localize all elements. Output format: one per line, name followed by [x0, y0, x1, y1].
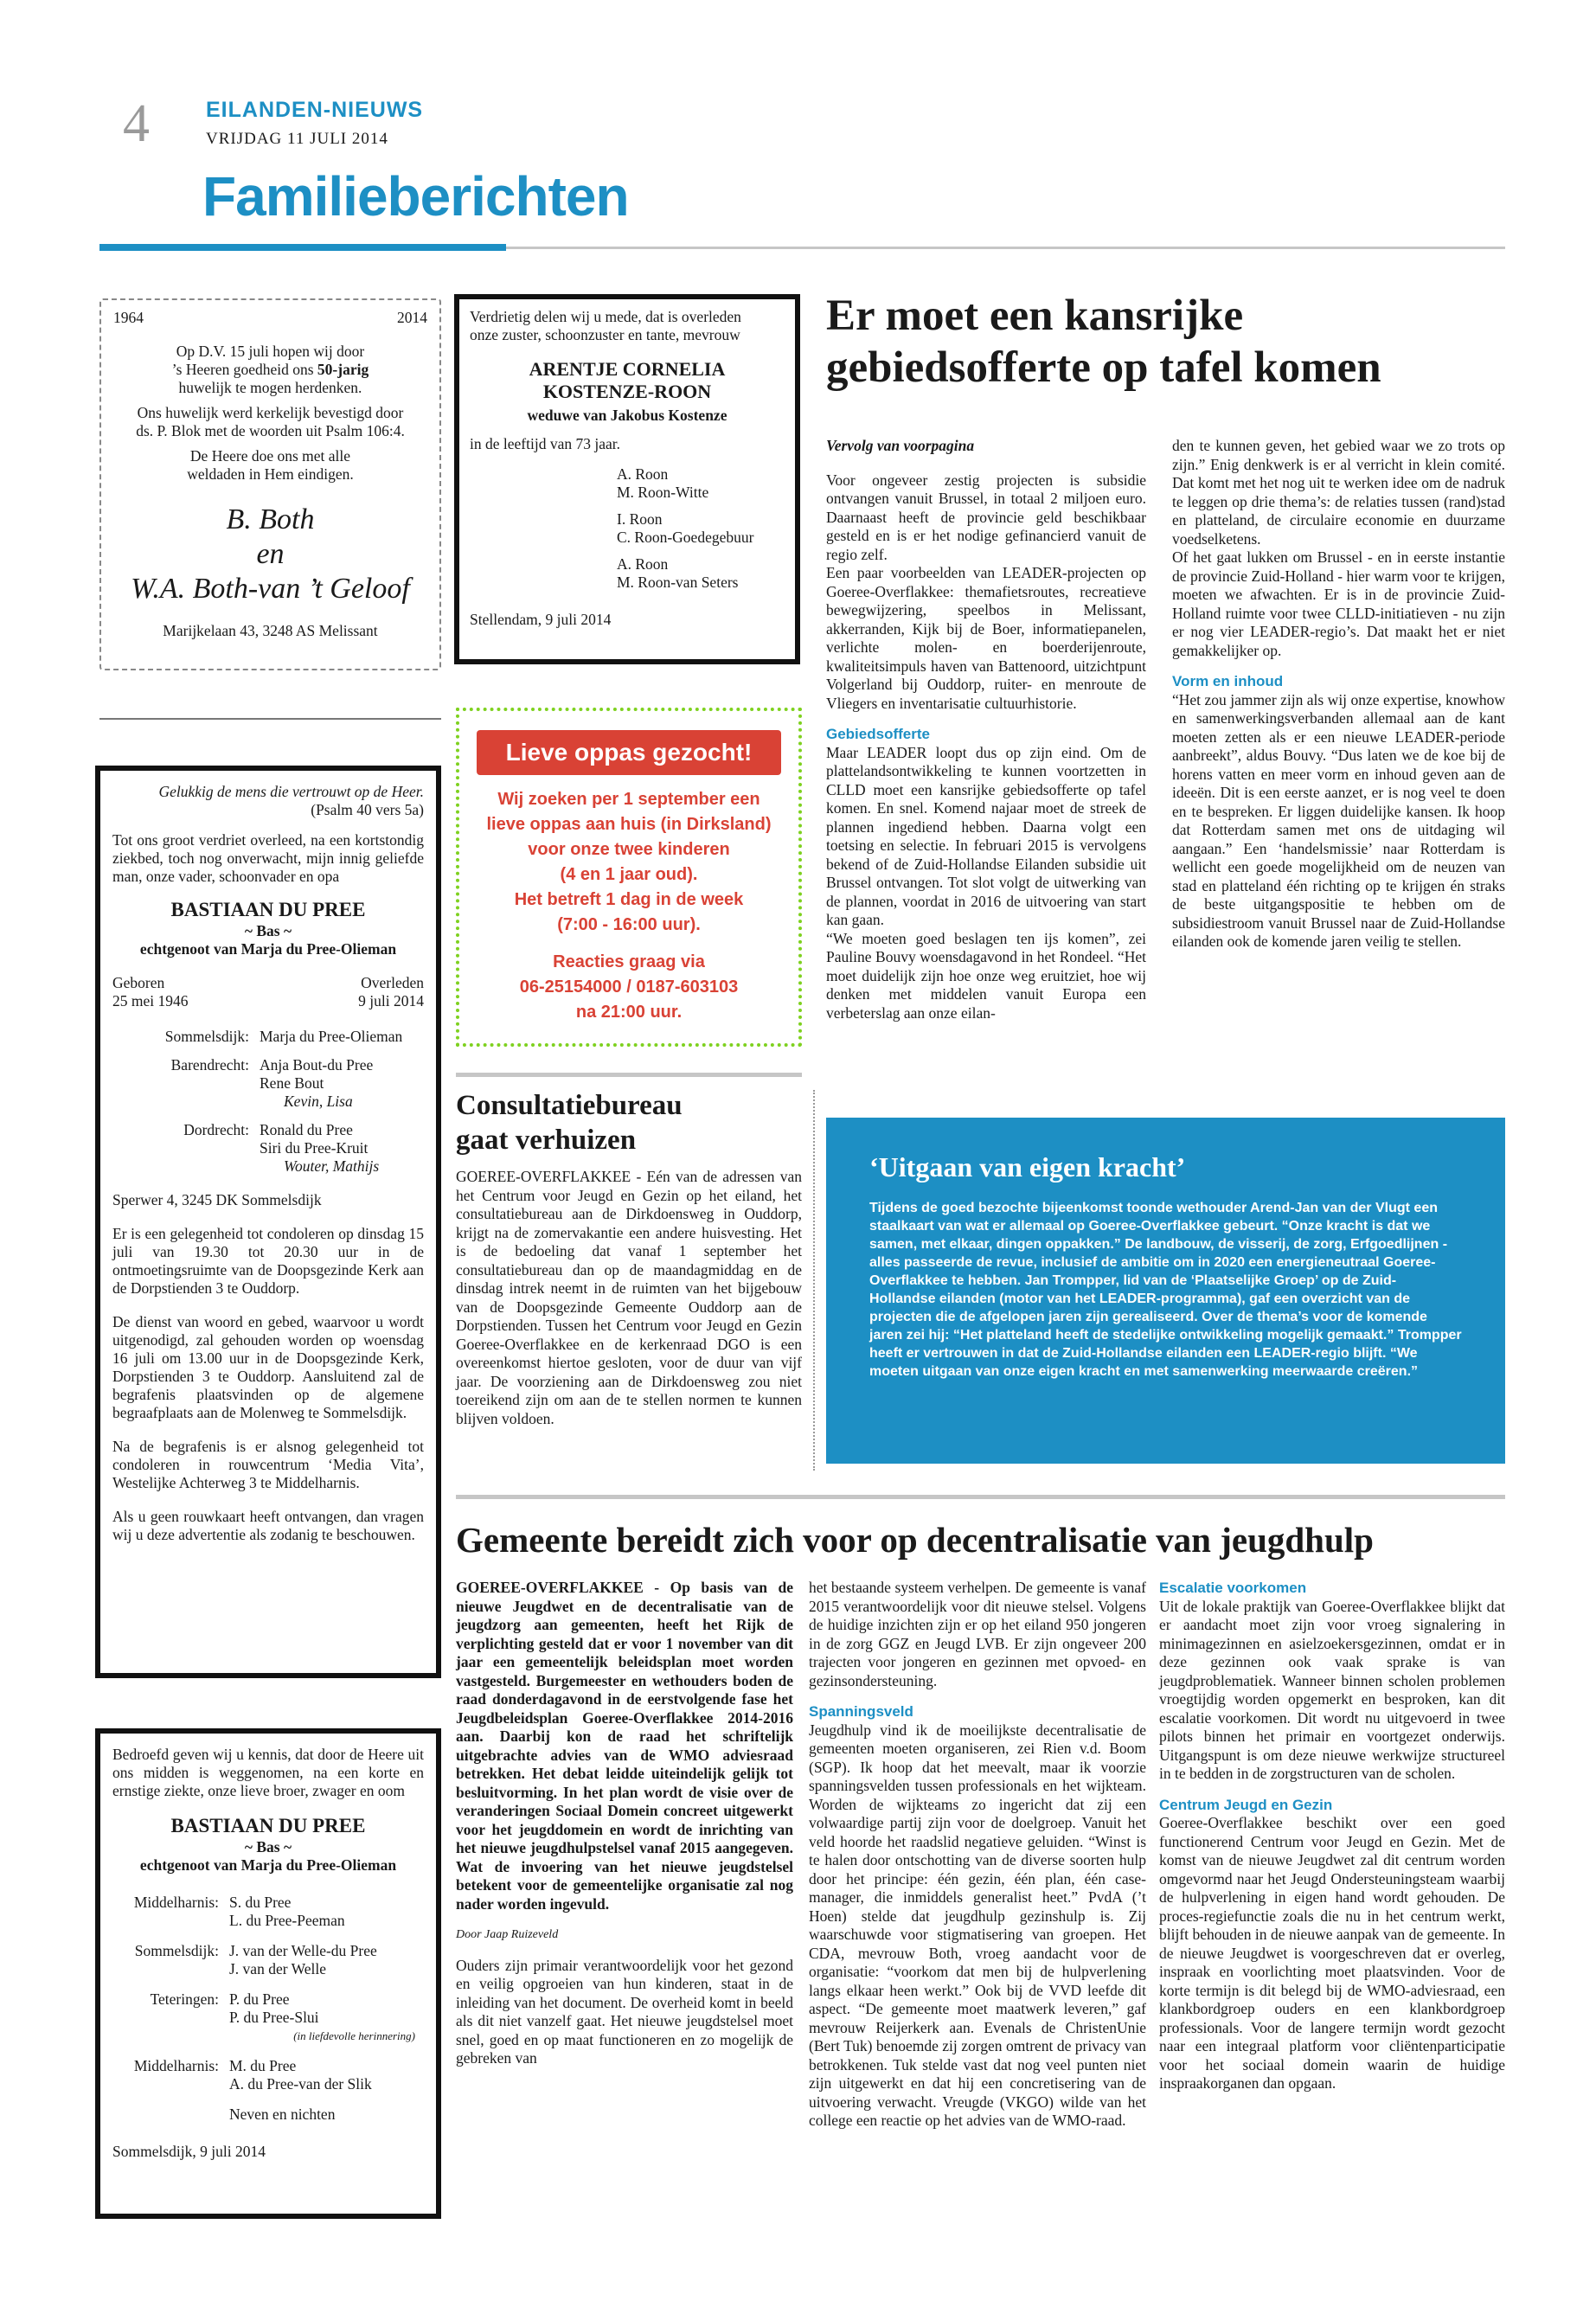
ad-line: lieve oppas aan huis (in Dirksland) — [486, 815, 772, 834]
ad-line: 06-25154000 / 0187-603103 — [519, 977, 739, 997]
column-divider — [813, 1090, 815, 1471]
jeugd-subhead-2: Escalatie voorkomen — [1159, 1580, 1307, 1596]
leader-subhead-1: Gebiedsofferte — [826, 726, 930, 742]
ad-line: Reacties graag via — [553, 952, 705, 971]
couple-address: Marijkelaan 43, 3248 AS Melissant — [163, 622, 378, 639]
leader-kicker: Vervolg van voorpagina — [826, 437, 975, 454]
divider — [99, 718, 441, 720]
quote-box-body: Tijdens de goed bezochte bijeenkomst toonde wethouder Arend-Jan van der Vlugt een staalkaart van wat er allemaal op Goeree-Overflakkee gebeurt. “Onze kracht is dat we samen, met elkaar, dingen oppakken.” De landbouw, de visserij, de zorg, Erfgoedlijnen - alles passeerde de revue, inclusief de ambitie om in 2020 een energieneutraal Goeree-Overflakkee te hebben. Jan Trompper, lid van de ‘Plaatselijke Groep’ op de Zuid-Hollandse eilanden (motor van het LEADER-programma), gaf een overzicht van de projecten die de afgelopen jaren zijn gerealiseerd. Over de thema’s voor de komende jaren zei hij: “Het platteland heeft de stedelijke ontwikkeling mogelijk gemaakt.” Trompper heeft er vertrouwen in dat de Zuid-Hollandse eilanden een LEADER-regio blijft. “We moeten uitgaan van onze eigen kracht en met samenwerking meerwaarde creëren.” — [869, 1201, 1462, 1379]
relative-name: P. du Pree-Slui — [229, 2009, 319, 2026]
relative-entry — [112, 1056, 424, 1111]
relative-name: S. du Pree — [229, 1894, 292, 1911]
died-date: 9 juli 2014 — [358, 992, 424, 1009]
relative-entry — [112, 1121, 424, 1176]
notice-line: Op D.V. 15 juli hopen wij door — [176, 343, 365, 360]
jeugd-lead: GOEREE-OVERFLAKKEE - Op basis van de nieuwe Jeugdwet en de decentralisatie van de jeugdzorg aan gemeenten, heeft het Rijk de verplichting gesteld dat er voor 1 november van dit jaar een gemeentelijk beleidsplan moet worden vastgesteld. Burgemeester en wethouders boden de raad donderdagavond in de eerstvolgende fase het Jeugdbeleidsplan Goeree-Overflakkee 2014-2016 aan. Daarbij kon de raad het schriftelijk uitgebrachte advies van de WMO adviesraad betrekken. Het debat leidde uiteindelijk gelijk tot besluitvorming. In het plan wordt de visie over de veranderingen Sociaal Domein concreet uitgewerkt voor het jeugddomein en wordt de inrichting van het nieuwe jeugdhulpstelsel vanaf 2015 aangegeven. Wat de invoering van het nieuwe jeugdstelsel betekent voor de gemeentelijke organisatie zal nog nader worden ingevuld. — [456, 1579, 793, 1913]
relative-name: Anja Bout-du Pree — [260, 1056, 374, 1074]
relative-name: Marja du Pree-Olieman — [260, 1028, 403, 1045]
year-start: 1964 — [113, 309, 144, 326]
ad-body — [477, 787, 781, 1025]
leader-headline-line-2: gebiedsofferte op tafel komen — [826, 343, 1381, 392]
relative-note: (in liefdevolle herinnering) — [293, 2029, 415, 2042]
relative-entry — [112, 1990, 424, 2045]
relative-place: Barendrecht: — [170, 1056, 249, 1074]
relative-name: J. van der Welle — [229, 1960, 326, 1977]
notice-line: ’s Heeren goedheid ons — [171, 361, 317, 378]
deceased-name: BASTIAAN DU PREE — [170, 1815, 366, 1836]
jeugd-column-2 — [809, 1579, 1146, 2131]
deceased-spouse: echtgenoot van Marja du Pree-Olieman — [139, 940, 397, 958]
relative-children: Kevin, Lisa — [284, 1093, 353, 1110]
couple-name-2: W.A. Both-van ’t Geloof — [131, 573, 410, 605]
jeugd-column-1 — [456, 1579, 793, 2068]
obituary-place-date: Sommelsdijk, 9 juli 2014 — [112, 2143, 266, 2160]
died-label: Overleden — [361, 974, 424, 991]
obituary-intro: Verdrietig delen wij u mede, dat is overleden — [470, 308, 741, 325]
relative-name: A. du Pree-van der Slik — [229, 2075, 372, 2093]
obituary-place-date: Stellendam, 9 juli 2014 — [470, 611, 612, 628]
article-paragraph: “We moeten goed beslagen ten ijs komen”, zei Pauline Bouvy woensdagavond in het Rondeel. “Het moet duidelijk zijn hoe onze weg eruitziet, hoe wij denken met middelen vanuit Europa een verbeterslag aan onze eilan- — [826, 929, 1146, 1022]
article-paragraph: “Het zou jammer zijn als wij onze expertise, knowhow en samenwerkingsverbanden allemaal aan de kant moeten zetten als er een nieuwe LEADER-periode aanbreekt”, aldus Bouvy. “Dus laten we de koe bij de horens vatten en meer vorm en inhoud geven aan de ideeën. Dit is een eerste aanzet, er is nog veel te doen en te bespreken. Er liggen duidelijke kansen. Ik hoop dat Rotterdam samen met ons de uitdaging wil aangaan.” Een ‘handelsmissie’ naar Rotterdam is wellicht een goede mogelijkheid om de neuzen van stad en platteland één richting op te krijgen én straks de beste uitgangspositie te hebben om de subsidiestroom vanuit Brussel naar de Zuid-Hollandse eilanden ook de komende jaren veilig te stellen. — [1172, 690, 1505, 950]
nephews-nieces: Neven en nichten — [229, 2106, 336, 2123]
ad-headline: Lieve oppas gezocht! — [477, 730, 781, 775]
relative-name: M. du Pree — [229, 2057, 297, 2074]
notice-line: ds. P. Blok met de woorden uit Psalm 106:4. — [136, 422, 405, 439]
section-title: Familieberichten — [202, 165, 629, 228]
relative-name: Ronald du Pree — [260, 1121, 353, 1138]
jeugd-headline: Gemeente bereidt zich voor op decentralisatie van jeugdhulp — [456, 1520, 1374, 1560]
divider — [456, 1073, 802, 1077]
article-paragraph: Voor ongeveer zestig projecten is subsidie ontvangen vanuit Brussel, in totaal 2 miljoen euro. Daarnaast heeft de provincie geld beschikbaar gesteld en is er het nodige gefinancierd vanuit de regio zelf. — [826, 471, 1146, 563]
born-date: 25 mei 1946 — [112, 992, 189, 1009]
consult-headline — [456, 1088, 802, 1157]
section-rule — [506, 247, 1505, 249]
quote-box-title: ‘Uitgaan van eigen kracht’ — [869, 1151, 1186, 1183]
relative-name: Rene Bout — [260, 1074, 324, 1092]
deceased-nickname: ~ Bas ~ — [244, 1838, 292, 1856]
quote-box — [826, 1118, 1505, 1464]
family-member: M. Roon-Witte — [617, 484, 709, 501]
deceased-age: in de leeftijd van 73 jaar. — [470, 435, 620, 452]
couple-name-and: en — [256, 538, 285, 570]
section-rule-accent — [99, 244, 506, 251]
ad-line: na 21:00 uur. — [575, 1003, 683, 1022]
notice-line: huwelijk te mogen herdenken. — [178, 379, 362, 396]
relative-children: Wouter, Mathijs — [284, 1157, 380, 1175]
relatives-list — [112, 1028, 424, 1176]
relative-place: Sommelsdijk: — [134, 1942, 219, 1959]
family-member: A. Roon — [617, 555, 669, 573]
consult-headline-line-2: gaat verhuizen — [456, 1125, 637, 1156]
relative-name: J. van der Welle-du Pree — [229, 1942, 377, 1959]
relative-name: P. du Pree — [229, 1990, 290, 2008]
notice-highlight: 50-jarig — [317, 361, 369, 378]
ad-line: voor onze twee kinderen — [528, 840, 730, 859]
deceased-name: BASTIAAN DU PREE — [170, 899, 366, 920]
article-paragraph: Of het gaat lukken om Brussel - en in eerste instantie de provincie Zuid-Holland - hier warm voor te krijgen, moeten we afwachten. Er is in de provincie Zuid-Holland ruimte voor twee CLLD-initiatieven - nu zijn er nog vier LEADER-regio’s. Dat maakt het er niet gemakkelijker op. — [1172, 548, 1505, 659]
family-member: C. Roon-Goedegebuur — [617, 529, 754, 546]
relative-name: L. du Pree-Peeman — [229, 1912, 345, 1929]
notice-line: Ons huwelijk werd kerkelijk bevestigd door — [137, 404, 404, 421]
obituary-kostenze-roon — [454, 294, 800, 664]
relative-place: Dordrecht: — [183, 1121, 249, 1138]
divider — [456, 1495, 1505, 1499]
leader-subhead-2: Vorm en inhoud — [1172, 673, 1284, 689]
consult-body: GOEREE-OVERFLAKKEE - Eén van de adressen van het Centrum voor Jeugd en Gezin op het eiland, het consultatiebureau aan de Dirkdoensweg in Ouddorp, krijgt na de zomervakantie een andere huisvesting. Het is de bedoeling dat vanaf 1 september het consultatiebureau dan op de maandagmiddag en de dinsdag intrek neemt in de ruimten van het bijgebouw van de Doopsgezinde Gemeente Ouddorp aan de Dorpstienden. Tussen het Centrum voor Jeugd en Gezin Goeree-Overflakkee en de kerkenraad DGO is een overeenkomst hiertoe gesloten, voor de duur van vijf jaar. De voorziening aan de Dirkdoensweg zou niet toereikend zijn om aan de te stellen normen te kunnen blijven voldoen. — [456, 1168, 802, 1427]
couple-name-1: B. Both — [226, 503, 315, 535]
relative-entry — [112, 1894, 424, 1930]
after-funeral-info: Na de begrafenis is er alsnog gelegenheid tot condoleren in rouwcentrum ‘Media Vita’, Westelijke Achterweg 3 te Middelharnis. — [112, 1438, 424, 1491]
relative-place: Middelharnis: — [133, 1894, 219, 1911]
ad-line: Het betreft 1 dag in de week — [514, 890, 744, 909]
jeugd-subhead-1: Spanningsveld — [809, 1703, 913, 1720]
article-paragraph: het bestaande systeem verhelpen. De gemeente is vanaf 2015 verantwoordelijk voor dit nieuwe stelsel. Volgens de huidige inzichten zijn er op het eiland 950 jongeren in de zorg GGZ en Jeugd LVB. Er zijn ongeveer 200 trajecten voor jongeren en gezinnen met opvoed- en gezinsondersteuning. — [809, 1579, 1146, 1689]
babysitter-ad — [456, 708, 802, 1047]
deceased-spouse: echtgenoot van Marja du Pree-Olieman — [139, 1856, 397, 1874]
article-paragraph: Maar LEADER loopt dus op zijn eind. Om de plattelandsontwikkeling te kunnen voortzetten in CLLD moet een kansrijke gebiedsofferte op tafel komen. En snel. Komend najaar moet de streek de plannen ingediend hebben. Daarna volgt een toetsing en selectie. In februari 2015 is vervolgens bekend of de Zuid-Hollandse Eilanden subsidie uit Brussel ontvangen. Tot slot volgt de uitwerking van de plannen, voordat in 2016 de uitvoering van start kan gaan. — [826, 743, 1146, 928]
relative-entry — [112, 1942, 424, 1978]
family-member: I. Roon — [617, 510, 663, 528]
service-info: De dienst van woord en gebed, waarvoor u wordt uitgenodigd, zal gehouden worden op woensdag 16 juli om 13.00 uur in de Doopsgezinde Kerk, Dorpstienden 3 te Ouddorp. Aansluitend zal de begrafenis plaatsvinden op de algemene begraafplaats aan de Molenweg te Sommelsdijk. — [112, 1313, 424, 1421]
relative-place: Middelharnis: — [133, 2057, 219, 2074]
relative-name: Siri du Pree-Kruit — [260, 1139, 369, 1157]
family-list — [617, 465, 785, 592]
consult-headline-line-1: Consultatiebureau — [456, 1090, 683, 1121]
relative-entry — [112, 1028, 424, 1046]
deceased-widow-of: weduwe van Jakobus Kostenze — [527, 407, 727, 424]
article-paragraph: Ouders zijn primair verantwoordelijk voor het gezond en veilig opgroeien van hun kinderen, staat in de inleiding van het document. De overheid komt in beeld als dit niet vanzelf gaat. Het nieuwe jeugdstelsel moet snel, goed en op maat functioneren en zo mogelijk de gebreken van — [456, 1956, 793, 2067]
obituary-du-pree-family — [95, 766, 441, 1678]
page-number: 4 — [123, 94, 150, 153]
article-paragraph: Uit de lokale praktijk van Goeree-Overflakkee blijkt dat er aandacht moet zijn voor vroeg signalering in minimagezinnen en asielzoekersgezinnen, omdat er in deze gezinnen ook vaak sprake is van jeugdproblematiek. Wanneer binnen scholen problemen vroegtijdig worden opgemerkt en besproken, kan dit escalatie voorkomen. Dit wordt nu uitgevoerd in twee pilots binnen het primair en voortgezet onderwijs. Uitgangspunt is om deze nieuwe werkwijze structureel in te bedden in de zorgstructuren van de scholen. — [1159, 1597, 1505, 1782]
article-paragraph: Jeugdhulp vind ik de moeilijkste decentralisatie de gemeenten moeten organiseren, zei Rien v.d. Boom (SGP). Ik hoop dat het meevalt, maar ik voorzie spanningsvelden tussen professionals en het wijkteam. Worden de wijkteams zo ingericht dat zij een volwaardige partij zijn voor de doelgroep. Vanuit het veld hoorde het raadslid negatieve geluiden. “Winst is te halen door ontschotting van de diverse soorten hulp door het principe: één gezin, één plan, één case-manager, die inmiddels generalist heet.” PvdA (’t Hoen) stelde dat jeugdhulp gezinshulp is. Zij waarschuwde voor stigmatisering van groepen. Het CDA, mevrouw Both, vroeg aandacht voor de organisatie: “voorkom dat men bij de hulpverlening langs elkaar heen werkt.” Ook bij de VVD leefde dit aspect. “De gemeente moet maatwerk leveren,” gaf mevrouw Reijerkerk aan. Evenals de ChristenUnie (Bert Tuk) benoemde zij zorgen omtrent de privacy van betrokkenen. Tuk stelde vast dat nog veel punten niet zijn uitgewerkt en dat hij een concretisering van de uitvoering verwacht. Vreugde (VKGO) wilde van het college een reactie op het advies van de WMO-raad. — [809, 1721, 1146, 2129]
obituary-du-pree-siblings — [95, 1728, 441, 2219]
leader-headline — [826, 290, 1509, 394]
born-label: Geboren — [112, 974, 165, 991]
masthead-logo: EILANDEN-NIEUWS — [206, 98, 424, 122]
family-member: M. Roon-van Seters — [617, 574, 739, 591]
leader-headline-line-1: Er moet een kansrijke — [826, 292, 1244, 340]
obituary-intro: onze zuster, schoonzuster en tante, mevrouw — [470, 326, 740, 343]
notice-line: De Heere doe ons met alle — [189, 447, 351, 465]
card-info: Als u geen rouwkaart heeft ontvangen, dan vragen wij u deze advertentie als zodanig te beschouwen. — [112, 1508, 424, 1543]
family-address: Sperwer 4, 3245 DK Sommelsdijk — [112, 1191, 322, 1208]
article-paragraph: den te kunnen geven, het gebied waar we zo trots op zijn.” Enig denkwerk is er al verricht in klein comité. Dat komt met het nog uit te werken idee om de nadruk te leggen op drie thema’s: de relaties tussen (rand)stad en platteland, de circulaire economie en duurzame voedselketens. — [1172, 437, 1505, 548]
deceased-nickname: ~ Bas ~ — [244, 922, 292, 939]
deceased-name: ARENTJE CORNELIA — [529, 358, 726, 380]
article-paragraph: Goeree-Overflakkee beschikt over een goed functionerend Centrum voor Jeugd en Gezin. Met de komst van de nieuwe Jeugdwet zal dit centrum worden omgevormd naar het Jeugd Ondersteuningsteam waarbij de hulpverlening in eigen hand wordt gehouden. De proces-regiefunctie zoals die nu in het centrum werkt, blijft behouden in de nieuwe aanpak van de gemeente. In de nieuwe Jeugdwet is voorgeschreven dat er overleg, inspraak en voorlichting moet plaatsvinden. Voor de korte termijn is dit belegd bij de WMO-adviesraad, een klankbordgroep ouders en een klankbordgroep professionals. Voor de langere termijn wordt gezocht naar een integraal platform voor cliëntenparticipatie voor het sociaal domein waarin de huidige inspraakorganen dan opgaan. — [1159, 1814, 1505, 2092]
leader-column-2 — [1172, 437, 1505, 952]
year-end: 2014 — [397, 309, 427, 326]
jeugd-subhead-3: Centrum Jeugd en Gezin — [1159, 1796, 1333, 1813]
family-member: A. Roon — [617, 465, 669, 483]
condolence-info: Er is een gelegenheid tot condoleren op dinsdag 15 juli van 19.30 tot 20.30 uur in de ontmoetingsruimte van de Doopsgezinde Kerk aan de Dorpstienden 3 te Ouddorp. — [112, 1225, 424, 1297]
relative-place: Sommelsdijk: — [164, 1028, 249, 1045]
relative-entry — [112, 2057, 424, 2093]
deceased-surname: KOSTENZE-ROON — [542, 381, 712, 402]
relative-place: Teteringen: — [150, 1990, 219, 2008]
article-paragraph: Een paar voorbeelden van LEADER-projecten op Goeree-Overflakkee: themafietsroutes, recreatieve bewegwijzering, speelbos in Melissant, akkerranden, Kijk bij de Boer, informatiepanelen, verlichte molen- en boerderijenroute, kwaliteitsimpuls haven van Battenoord, uitzichtpunt Volgerland bij Ouddorp, ruiter- en menroute de Vliegers en inventarisatie cultuurhistorie. — [826, 564, 1146, 712]
ad-line: Wij zoeken per 1 september een — [497, 790, 760, 809]
obituary-intro: Bedroefd geven wij u kennis, dat door de Heere uit ons midden is weggenomen, na een korte en ernstige ziekte, onze lieve broer, zwager en oom — [112, 1746, 424, 1799]
ad-line: (4 en 1 jaar oud). — [560, 865, 698, 884]
obituary-quote: Gelukkig de mens die vertrouwt op de Heer. — [158, 783, 424, 800]
jeugd-column-3 — [1159, 1579, 1505, 2093]
obituary-intro: Tot ons groot verdriet overleed, na een kortstondig ziekbed, toch nog onverwacht, mijn innig geliefde man, onze vader, schoonvader en opa — [112, 831, 424, 885]
anniversary-notice — [99, 298, 441, 670]
obituary-quote-ref: (Psalm 40 vers 5a) — [311, 801, 424, 818]
relatives-list — [112, 1894, 424, 2124]
notice-line: weldaden in Hem eindigen. — [187, 465, 354, 483]
issue-date: VRIJDAG 11 JULI 2014 — [206, 130, 388, 148]
byline: Door Jaap Ruizeveld — [456, 1928, 559, 1941]
ad-line: (7:00 - 16:00 uur). — [557, 915, 701, 934]
leader-column-1 — [826, 437, 1146, 1022]
